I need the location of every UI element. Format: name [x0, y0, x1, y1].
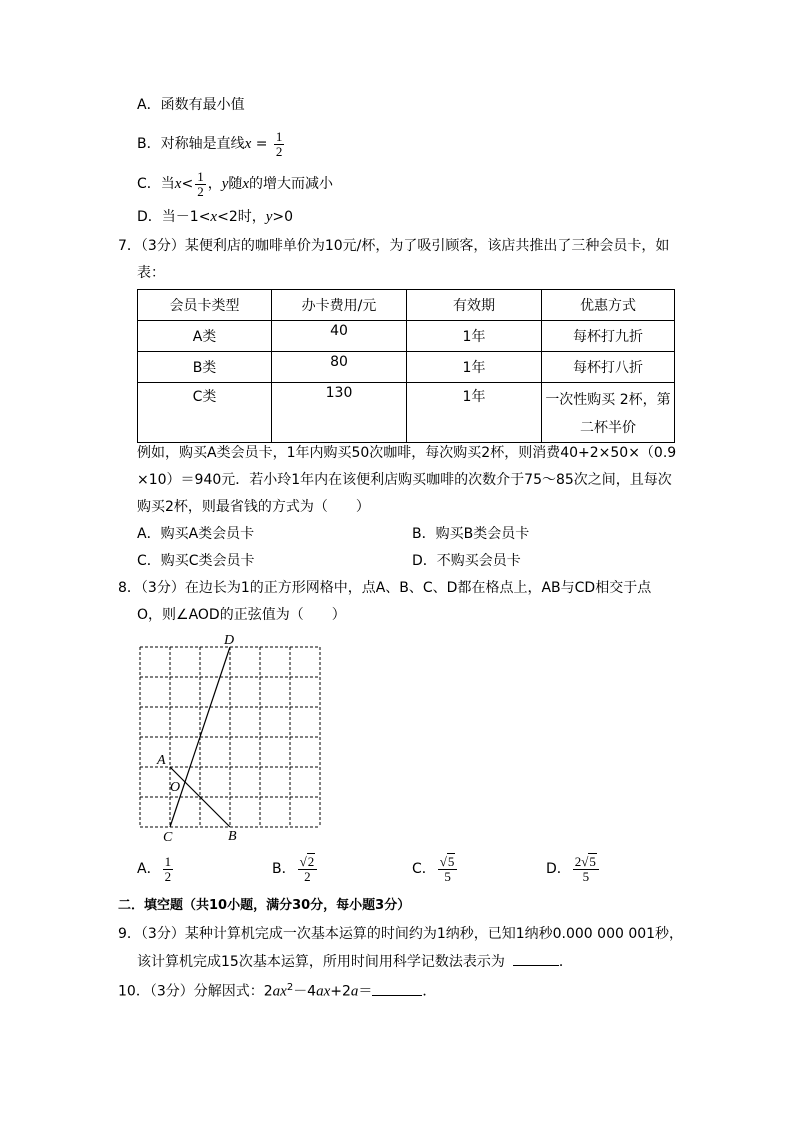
- coefficient: 2: [574, 853, 582, 869]
- question-text: 该计算机完成15次基本运算，所用时间用科学记数法表示为: [137, 954, 505, 970]
- var-x: x: [174, 176, 182, 192]
- equals-sign: =: [251, 136, 272, 152]
- option-label: C．: [412, 861, 436, 877]
- table-cell: 1年: [407, 383, 542, 443]
- table-cell: [542, 383, 675, 443]
- table-cell: 130: [272, 383, 407, 443]
- var-x: x: [244, 136, 252, 152]
- table-row: [138, 321, 675, 352]
- table-header-row: [138, 290, 675, 321]
- grid-diagram: [130, 628, 330, 846]
- numerator: 1: [164, 853, 172, 869]
- option-label: D．: [546, 861, 571, 877]
- denominator: 5: [444, 868, 451, 884]
- fraction: [298, 855, 318, 884]
- table-header-cell: 会员卡类型: [138, 290, 272, 321]
- fraction: [573, 855, 599, 884]
- q8-option-a: [137, 852, 175, 886]
- numerator: 1: [275, 128, 283, 144]
- q8-stem-line2: O，则∠AOD的正弦值为（ ）: [137, 607, 346, 623]
- membership-table: [137, 289, 675, 443]
- var-a: a: [316, 983, 324, 1000]
- numerator: [438, 855, 458, 870]
- q8-option-b: [272, 852, 319, 886]
- var-y: y: [265, 209, 273, 225]
- q8-option-d: [546, 852, 601, 886]
- q9-line2: [137, 951, 573, 972]
- point-label-a: A: [157, 753, 166, 768]
- option-text: 对称轴是直线: [160, 136, 245, 152]
- table-cell: 1年: [407, 352, 542, 383]
- table-cell: 40: [272, 321, 407, 352]
- cell-line: 一次性购买 2杯，第: [545, 392, 671, 408]
- option-text: 随: [228, 176, 243, 192]
- table-header-cell: 办卡费用/元: [272, 290, 407, 321]
- period: ．: [558, 954, 573, 970]
- denominator: 5: [582, 868, 590, 884]
- denominator: 2: [164, 868, 172, 884]
- var-y: y: [221, 176, 229, 192]
- exponent: 2: [286, 982, 294, 993]
- sqrt-icon: √: [581, 853, 589, 869]
- table-cell: 1年: [407, 321, 542, 352]
- fraction: [195, 170, 206, 199]
- numerator: [298, 855, 318, 870]
- option-label: A．: [137, 861, 161, 877]
- sqrt-icon: √: [299, 853, 307, 869]
- var-x: x: [280, 983, 287, 1000]
- q6-option-b: [137, 128, 286, 160]
- comma: ，: [207, 176, 222, 192]
- option-label: C．: [137, 176, 161, 192]
- denominator: 2: [275, 143, 283, 159]
- numerator: 1: [197, 168, 204, 184]
- fraction: [274, 130, 285, 159]
- radicand: 5: [589, 853, 596, 869]
- table-header-cell: 优惠方式: [542, 290, 675, 321]
- q8-stem-line1: 8．（3分）在边长为1的正方形网格中，点A、B、C、D都在格点上，AB与CD相交于点: [118, 580, 652, 596]
- q8-option-c: [412, 852, 459, 886]
- q6-option-c: [137, 168, 333, 200]
- question-text: 10．（3分）分解因式：2: [118, 983, 273, 1000]
- var-a: a: [272, 983, 281, 1000]
- table-cell: B类: [138, 352, 272, 383]
- dashed-grid: [140, 647, 320, 827]
- option-label: B．: [137, 136, 161, 152]
- table-cell: 每杯打九折: [542, 321, 675, 352]
- q6-option-d: [137, 207, 293, 227]
- denominator: 2: [304, 868, 311, 884]
- table-cell: A类: [138, 321, 272, 352]
- fraction: [163, 855, 174, 884]
- q7-option-d: D．不购买会员卡: [412, 553, 521, 569]
- option-text: 当: [160, 176, 175, 192]
- q7-stem-line1: 7．（3分）某便利店的咖啡单价为10元/杯，为了吸引顾客，该店共推出了三种会员卡，如: [118, 238, 670, 254]
- var-x: x: [210, 209, 218, 225]
- operator: －4: [293, 983, 317, 1000]
- point-label-d: D: [224, 633, 235, 648]
- denominator: 2: [197, 183, 204, 199]
- answer-blank[interactable]: [372, 981, 422, 996]
- table-row: [138, 383, 675, 443]
- option-text: 函数有最小值: [160, 97, 245, 113]
- q10-line: [118, 978, 436, 1002]
- equals-sign: ＝: [358, 983, 373, 1000]
- option-label: D．: [137, 209, 162, 225]
- option-text: >0: [272, 209, 294, 225]
- q7-example-line2: ×10）＝940元．若小玲1年内在该便利店购买咖啡的次数介于75～85次之间，且每次: [137, 472, 672, 488]
- option-text: 的增大而减小: [249, 176, 334, 192]
- point-label-c: C: [163, 830, 173, 845]
- var-x: x: [323, 983, 331, 1000]
- var-a: a: [350, 983, 359, 1000]
- point-label-o: O: [170, 780, 181, 795]
- sqrt-icon: √: [439, 853, 447, 869]
- q7-option-b: B．购买B类会员卡: [412, 526, 530, 542]
- q9-line1: 9．（3分）某种计算机完成一次基本运算的时间约为1纳秒，已知1纳秒0.000 000 001秒，: [118, 926, 684, 942]
- table-cell: 80: [272, 352, 407, 383]
- q7-option-c: C．购买C类会员卡: [137, 553, 255, 569]
- less-than-sign: <: [181, 176, 194, 192]
- q7-example-line3: 购买2杯，则最省钱的方式为（ ）: [137, 499, 370, 515]
- point-label-b: B: [228, 829, 237, 844]
- option-text: 当－1<: [161, 209, 211, 225]
- option-label: B．: [272, 861, 296, 877]
- var-x: x: [242, 176, 250, 192]
- numerator: [573, 855, 599, 870]
- operator: +2: [330, 983, 351, 1000]
- option-label: A．: [137, 97, 161, 113]
- option-text: <2时，: [217, 209, 266, 225]
- table-header-cell: 有效期: [407, 290, 542, 321]
- table-cell: C类: [138, 383, 272, 443]
- radicand: 5: [447, 853, 455, 869]
- q7-stem-line2: 表：: [137, 265, 165, 281]
- table-cell: 每杯打八折: [542, 352, 675, 383]
- q6-option-a: [137, 95, 245, 115]
- radicand: 2: [307, 853, 315, 869]
- answer-blank[interactable]: [513, 951, 559, 966]
- fraction: [438, 855, 458, 884]
- section-title: 二．填空题（共10小题，满分30分，每小题3分）: [118, 898, 411, 913]
- period: ．: [422, 983, 437, 1000]
- q7-example-line1: 例如，购买A类会员卡，1年内购买50次咖啡，每次购买2杯，则消费40+2×50×（0.9: [137, 445, 677, 461]
- table-row: [138, 352, 675, 383]
- cell-line: 二杯半价: [580, 420, 636, 436]
- q7-option-a: A．购买A类会员卡: [137, 526, 255, 542]
